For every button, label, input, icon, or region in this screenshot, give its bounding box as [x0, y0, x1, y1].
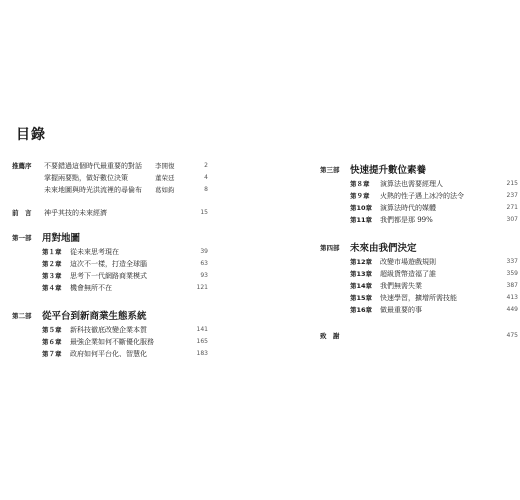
- chapter-row[interactable]: [320, 292, 518, 304]
- chapter-row[interactable]: [320, 214, 518, 226]
- chapter-row[interactable]: [320, 190, 518, 202]
- acknowledgements-row[interactable]: [320, 330, 518, 342]
- part-heading[interactable]: [12, 230, 208, 246]
- chapter-title: 快速學習，擴增所需技能: [380, 294, 457, 302]
- chapter-row[interactable]: [12, 336, 208, 348]
- page-number: 2: [204, 162, 208, 169]
- chapter-row[interactable]: [12, 348, 208, 360]
- chapter-number: 第12章: [350, 258, 373, 266]
- preface-row[interactable]: [12, 184, 208, 196]
- chapter-number: 第５章: [42, 326, 62, 334]
- chapter-row[interactable]: [320, 178, 518, 190]
- entry-author: 葛如鈞: [155, 186, 175, 194]
- page-number: 15: [200, 209, 208, 216]
- chapter-title: 政府如何平台化、智慧化: [70, 350, 147, 358]
- chapter-number: 第14章: [350, 282, 373, 290]
- chapter-title: 演算法也需要經理人: [380, 180, 443, 188]
- chapter-number: 第10章: [350, 204, 373, 212]
- chapter-number: 第16章: [350, 306, 373, 314]
- toc-right-column: [320, 162, 518, 342]
- entry-author: 董荣廷: [155, 174, 175, 182]
- part-label: 第一部: [12, 234, 32, 242]
- part-heading[interactable]: [320, 162, 518, 178]
- page-number: 387: [506, 282, 518, 289]
- page-number: 337: [506, 258, 518, 265]
- part-title: 快速提升數位素養: [350, 165, 427, 176]
- page-number: 63: [200, 260, 208, 267]
- page-number: 93: [200, 272, 208, 279]
- chapter-row[interactable]: [12, 270, 208, 282]
- chapter-number: 第11章: [350, 216, 373, 224]
- chapter-title: 從未來思考現在: [70, 248, 119, 256]
- toc-left-column: [12, 160, 208, 360]
- chapter-title: 我們無需失業: [380, 282, 422, 290]
- chapter-row[interactable]: [320, 202, 518, 214]
- entry-title: 未來地圖與時光洪流裡的尋倫布: [44, 186, 142, 194]
- part-label: 第四部: [320, 244, 340, 252]
- chapter-number: 第６章: [42, 338, 62, 346]
- page-number: 165: [196, 338, 208, 345]
- entry-title: 不要錯過這個時代最重要的對話: [44, 162, 142, 170]
- page-number: 359: [506, 270, 518, 277]
- preface-row[interactable]: [12, 172, 208, 184]
- entry-title: 神乎其技的未來經濟: [44, 209, 107, 217]
- page-number: 237: [506, 192, 518, 199]
- chapter-title: 演算法時代的媒體: [380, 204, 436, 212]
- chapter-number: 第４章: [42, 284, 62, 292]
- chapter-row[interactable]: [320, 268, 518, 280]
- chapter-title: 我們都是那 99%: [380, 216, 433, 224]
- chapter-title: 這次不一樣，打造全球腦: [70, 260, 147, 268]
- part-heading[interactable]: [320, 240, 518, 256]
- page-number: 475: [506, 332, 518, 339]
- page-number: 141: [196, 326, 208, 333]
- chapter-row[interactable]: [12, 282, 208, 294]
- chapter-row[interactable]: [320, 280, 518, 292]
- page-number: 39: [200, 248, 208, 255]
- chapter-title: 新科技徹底改變企業本質: [70, 326, 147, 334]
- preface-label: 推薦序: [12, 162, 32, 170]
- page-number: 449: [506, 306, 518, 313]
- page-number: 8: [204, 186, 208, 193]
- page-number: 215: [506, 180, 518, 187]
- preface-row[interactable]: [12, 160, 208, 172]
- chapter-title: 超級貨幣造福了誰: [380, 270, 436, 278]
- part-label: 第三部: [320, 166, 340, 174]
- page-number: 183: [196, 350, 208, 357]
- chapter-number: 第３章: [42, 272, 62, 280]
- page-title: 目錄: [16, 127, 46, 143]
- chapter-title: 最強企業如何不斷優化服務: [70, 338, 154, 346]
- part-heading[interactable]: [12, 308, 208, 324]
- chapter-number: 第１章: [42, 248, 62, 256]
- page-number: 4: [204, 174, 208, 181]
- page-number: 271: [506, 204, 518, 211]
- chapter-title: 改變市場遊戲規則: [380, 258, 436, 266]
- chapter-number: 第２章: [42, 260, 62, 268]
- page-number: 307: [506, 216, 518, 223]
- acknowledgements-label: 致 謝: [320, 332, 340, 340]
- chapter-number: 第９章: [350, 192, 370, 200]
- chapter-title: 思考下一代網路商業模式: [70, 272, 147, 280]
- chapter-row[interactable]: [12, 324, 208, 336]
- entry-author: 李開復: [155, 162, 175, 170]
- page-number: 413: [506, 294, 518, 301]
- chapter-row[interactable]: [320, 304, 518, 316]
- chapter-number: 第７章: [42, 350, 62, 358]
- page-number: 121: [196, 284, 208, 291]
- chapter-title: 火熱的性子遇上冰冷的法令: [380, 192, 464, 200]
- foreword-row[interactable]: [12, 207, 208, 219]
- chapter-row[interactable]: [12, 258, 208, 270]
- chapter-number: 第８章: [350, 180, 370, 188]
- chapter-number: 第13章: [350, 270, 373, 278]
- chapter-title: 做最重要的事: [380, 306, 422, 314]
- part-label: 第二部: [12, 312, 32, 320]
- entry-title: 掌握兩要點，做好數位決策: [44, 174, 128, 182]
- part-title: 用對地圖: [42, 233, 81, 244]
- chapter-row[interactable]: [12, 246, 208, 258]
- part-title: 從平台到新商業生態系統: [42, 311, 147, 322]
- part-title: 未來由我們決定: [350, 243, 417, 254]
- foreword-label: 前 言: [12, 209, 32, 217]
- chapter-row[interactable]: [320, 256, 518, 268]
- chapter-title: 機會無所不在: [70, 284, 112, 292]
- chapter-number: 第15章: [350, 294, 373, 302]
